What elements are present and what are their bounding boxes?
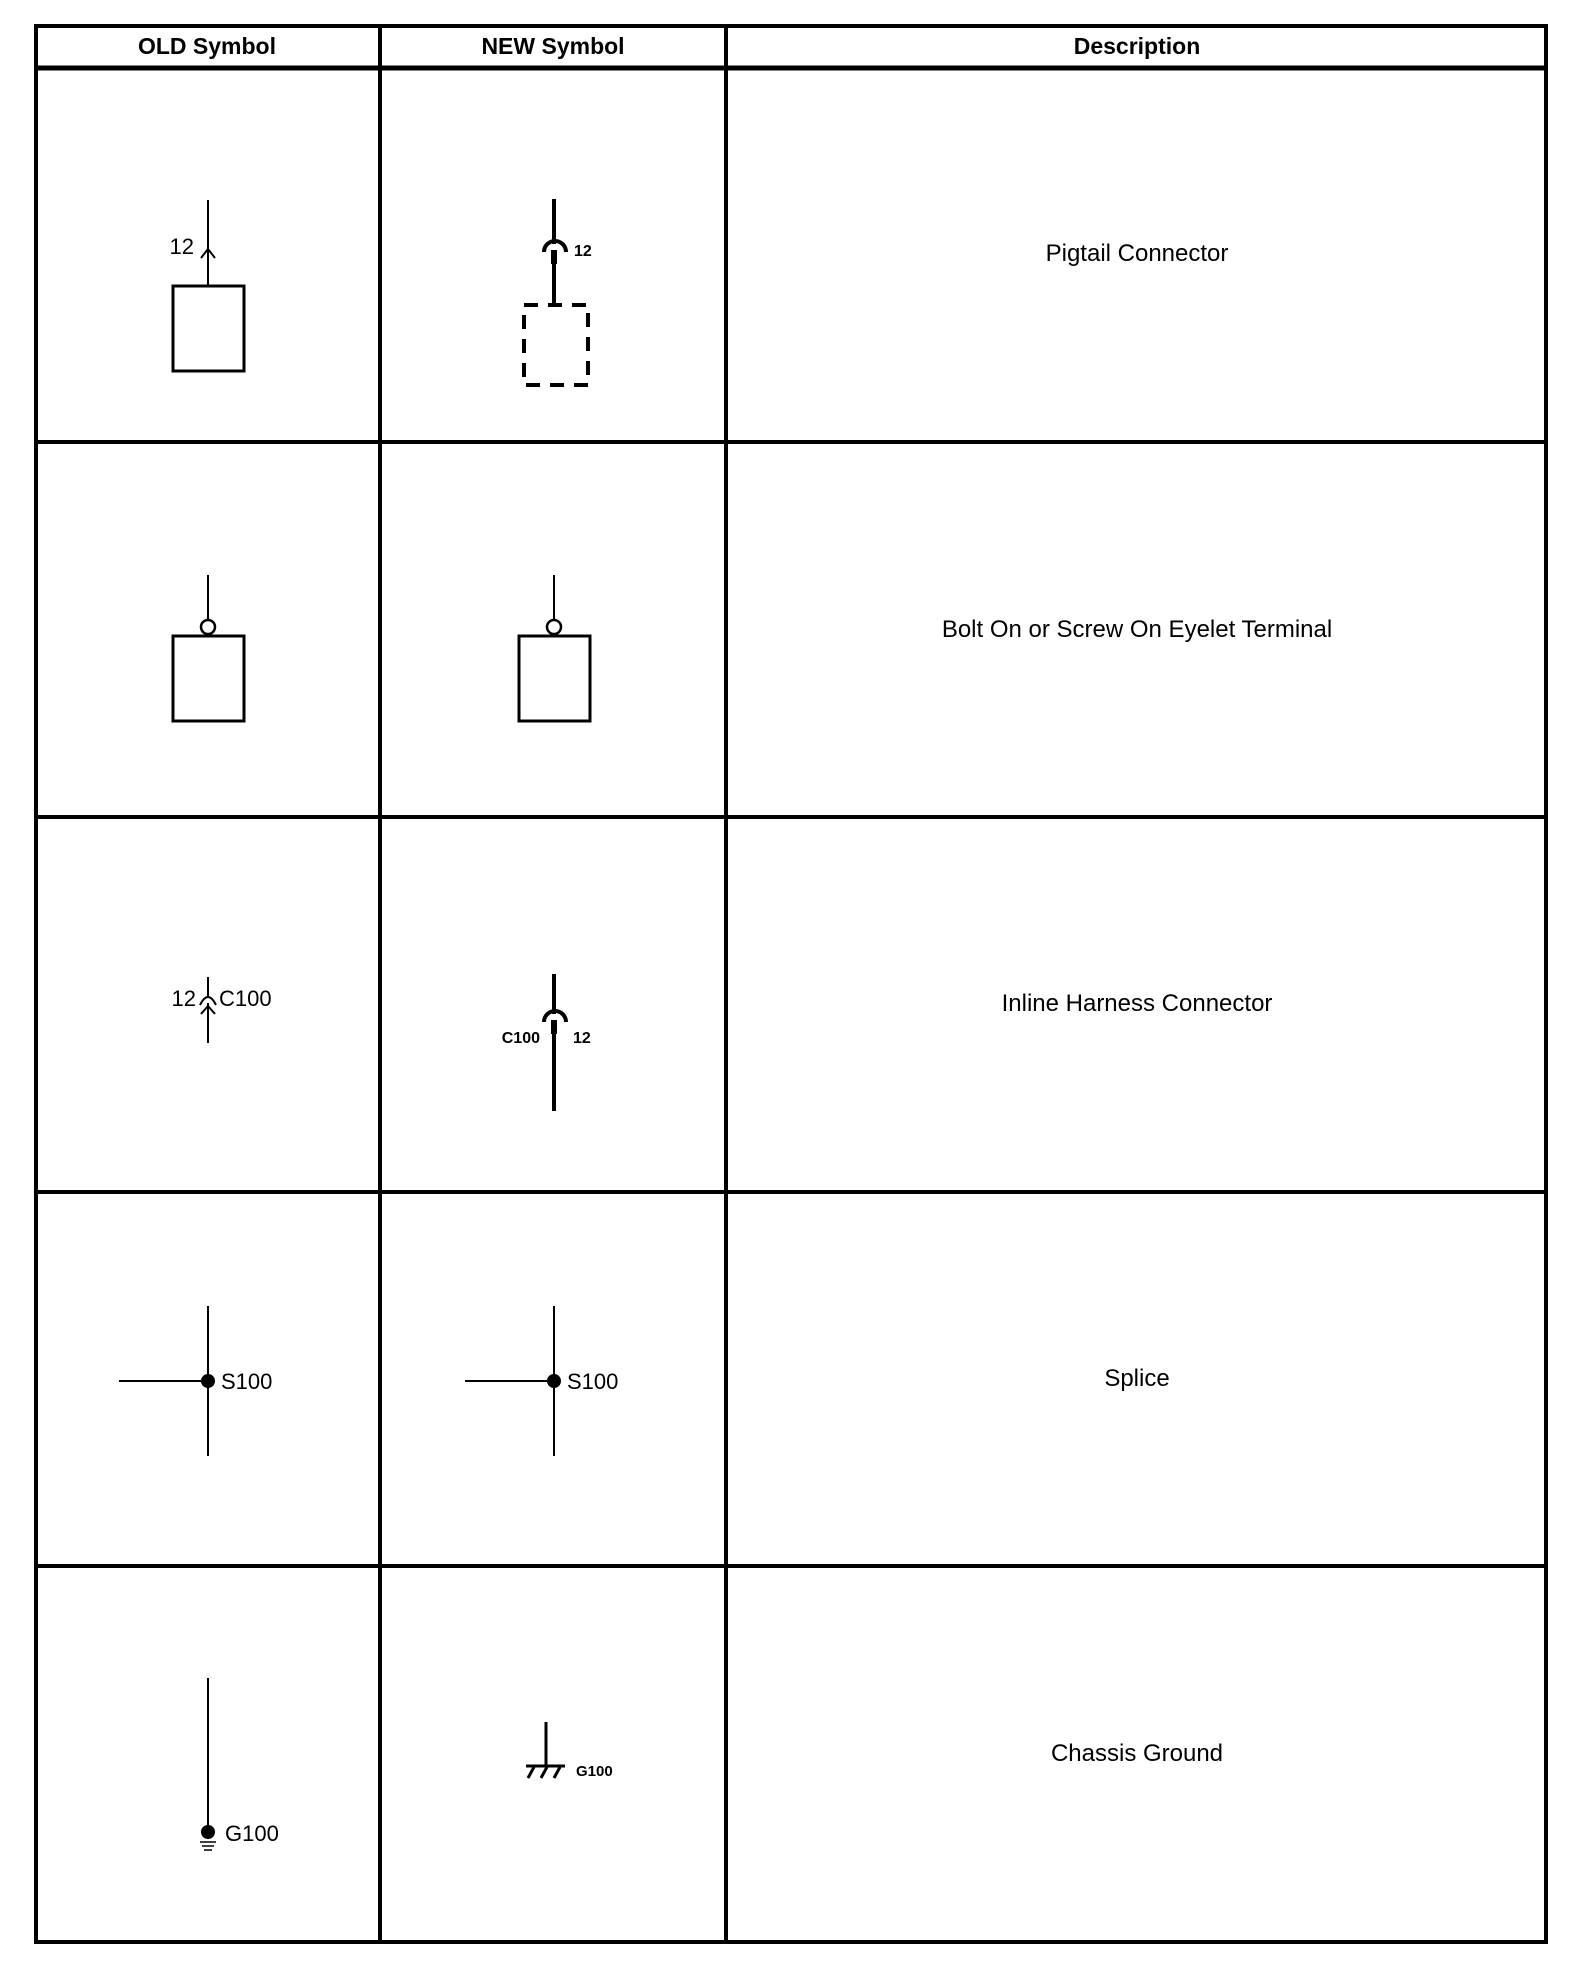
- new-eyelet-terminal-symbol: [380, 442, 726, 817]
- new-ground-label: G100: [576, 1763, 613, 1780]
- old-splice-symbol: [34, 1192, 380, 1566]
- header-new-symbol: NEW Symbol: [481, 32, 625, 59]
- row-1-description: Pigtail Connector: [1045, 240, 1229, 267]
- new-splice-symbol: [380, 1192, 726, 1566]
- new-inline-connector-label: C100: [501, 1030, 540, 1047]
- new-chassis-ground-symbol: [380, 1566, 726, 1944]
- new-inline-harness-connector-symbol: [380, 817, 726, 1192]
- header-old-symbol: OLD Symbol: [137, 32, 276, 59]
- old-inline-connector-label: C100: [219, 986, 272, 1011]
- row-4-description: Splice: [1104, 1365, 1170, 1392]
- row-5-description: Chassis Ground: [1050, 1740, 1224, 1767]
- old-chassis-ground-symbol: [34, 1566, 380, 1944]
- row-2-description: Bolt On or Screw On Eyelet Terminal: [941, 616, 1333, 643]
- new-pigtail-connector-symbol: [380, 68, 726, 442]
- old-pigtail-connector-symbol: [34, 68, 380, 442]
- symbol-table: [34, 24, 1548, 1944]
- old-eyelet-terminal-symbol: [34, 442, 380, 817]
- old-inline-pin-label: 12: [171, 986, 196, 1011]
- old-ground-label: G100: [225, 1821, 279, 1846]
- old-pigtail-pin-label: 12: [169, 234, 194, 259]
- old-splice-label: S100: [221, 1369, 273, 1394]
- new-pigtail-pin-label: 12: [574, 243, 592, 260]
- old-inline-harness-connector-symbol: [34, 817, 380, 1192]
- header-description: Description: [1073, 32, 1201, 59]
- new-inline-pin-label: 12: [573, 1030, 591, 1047]
- row-3-description: Inline Harness Connector: [1001, 990, 1273, 1017]
- new-splice-label: S100: [567, 1369, 619, 1394]
